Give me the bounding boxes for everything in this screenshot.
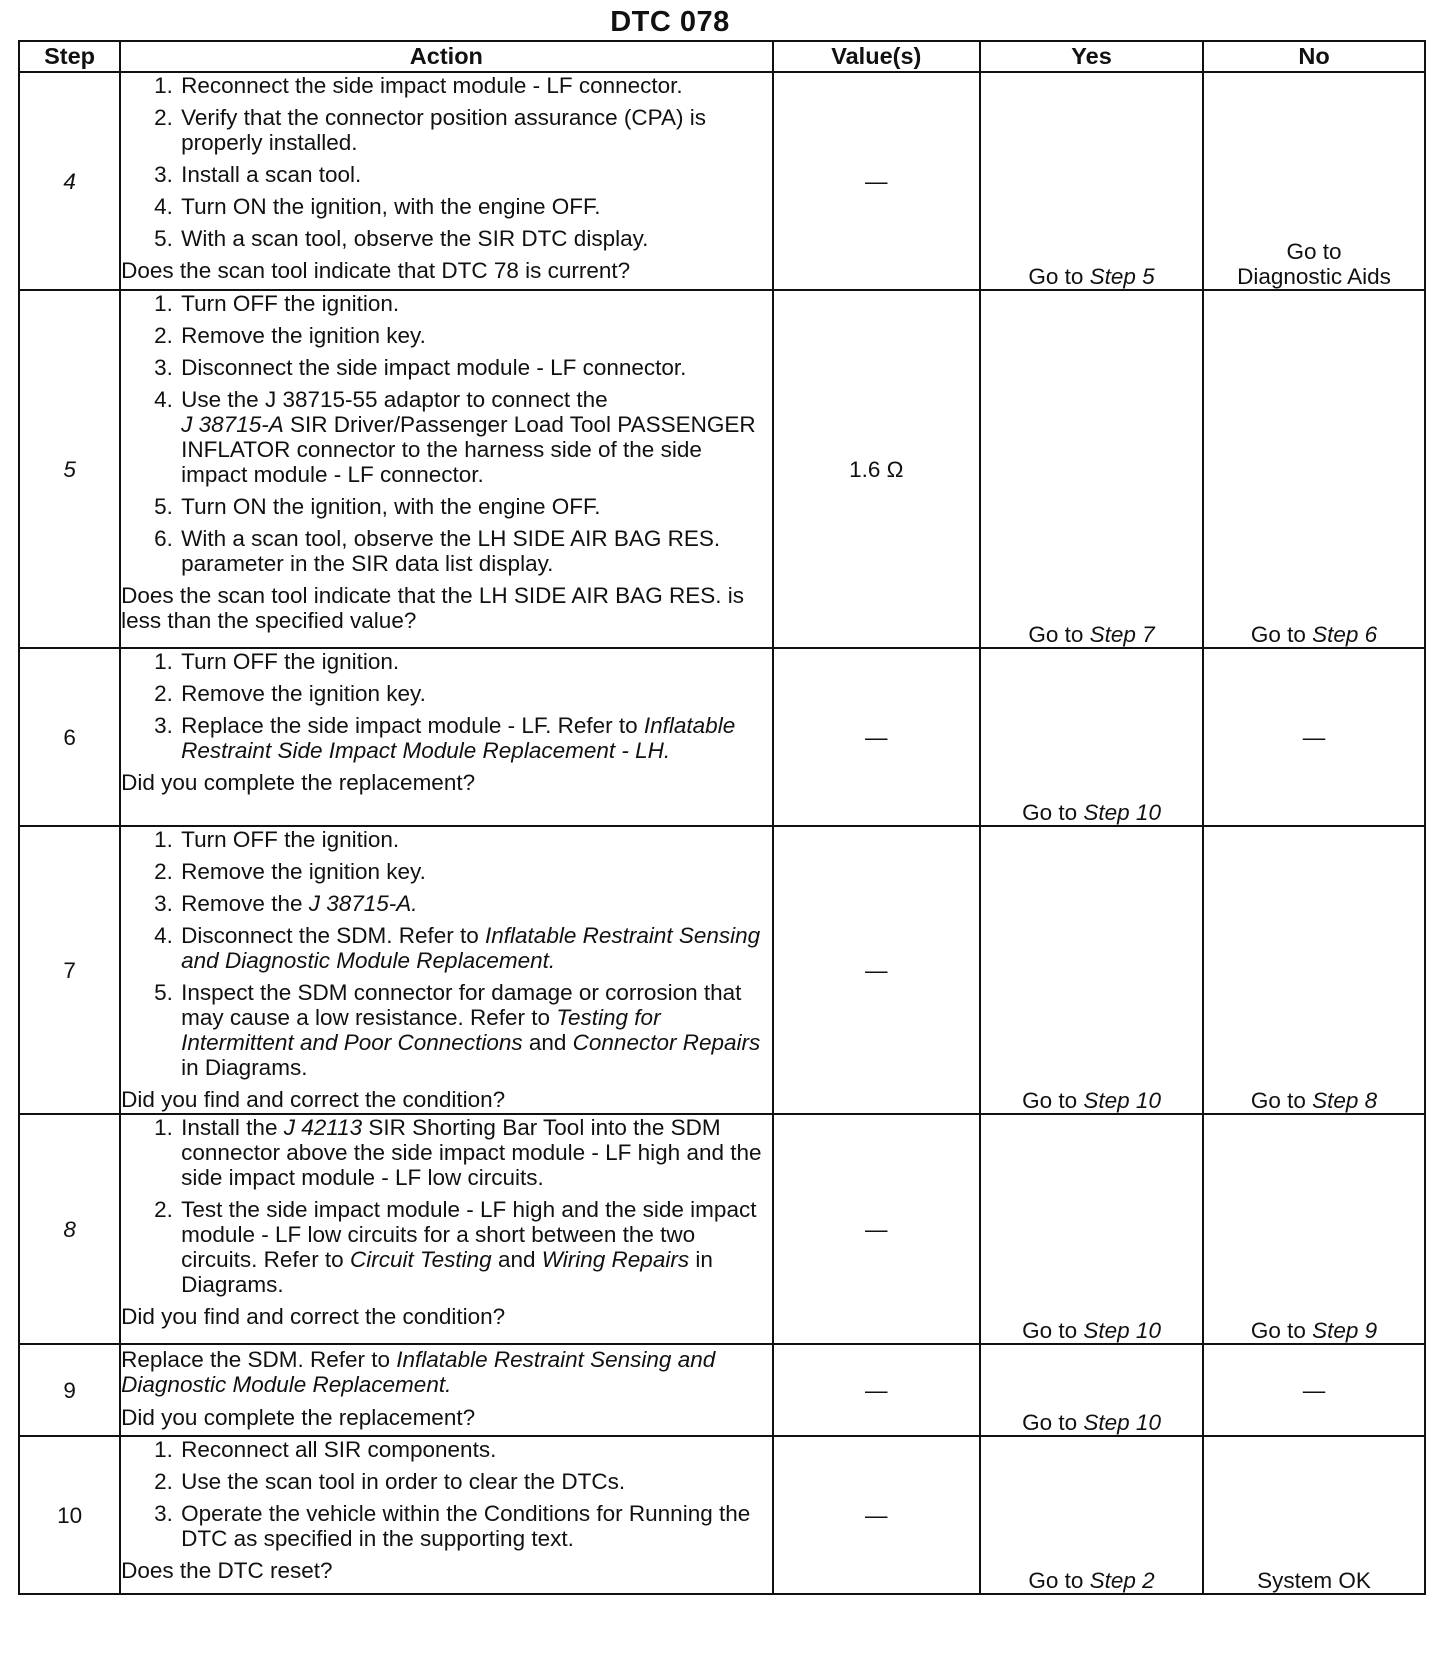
value-cell xyxy=(773,72,980,290)
yes-prefix: Go to xyxy=(1022,1318,1084,1343)
document-reference[interactable]: Inflatable Restraint Sensing and Diagnostic Module Replacement. xyxy=(121,1347,716,1397)
no-diagnostic-aids-link[interactable]: Diagnostic Aids xyxy=(1237,264,1391,289)
no-prefix: Go to xyxy=(1250,1088,1313,1113)
no-prefix: Go to xyxy=(1250,1318,1313,1343)
no-step-link[interactable]: Step 8 xyxy=(1312,1088,1378,1113)
yes-step-link[interactable]: Step 5 xyxy=(1089,264,1155,289)
action-cell xyxy=(120,1114,772,1344)
action-step xyxy=(179,980,771,1080)
header-yes: Yes xyxy=(980,41,1203,72)
action-step: 2. Use the scan tool in order to clear the DTCs. xyxy=(179,1469,771,1494)
document-reference[interactable]: Wiring Repairs xyxy=(541,1247,690,1272)
table-row xyxy=(19,1114,1425,1344)
action-step: 2. Remove the ignition key. xyxy=(179,681,771,706)
header-values: Value(s) xyxy=(773,41,980,72)
action-step-text: and xyxy=(522,1030,573,1055)
document-reference[interactable]: Inflatable Restraint Sensing and Diagnostic Module Replacement. xyxy=(181,923,761,973)
yes-prefix: Go to xyxy=(1028,264,1090,289)
question-text: Did you complete the replacement? xyxy=(121,1405,476,1430)
action-step: 6. With a scan tool, observe the LH SIDE AIR BAG RES. parameter in the SIR data list display. xyxy=(179,526,771,576)
table-header-row xyxy=(19,41,1425,72)
action-steps xyxy=(121,1437,771,1551)
action-step xyxy=(179,891,771,916)
no-cell xyxy=(1203,290,1425,648)
question-text: Does the scan tool indicate that the LH SIDE AIR BAG RES. is less than the specified value? xyxy=(121,583,744,633)
document-reference[interactable]: Testing for Intermittent and Poor Connections xyxy=(181,1005,661,1055)
yes-cell xyxy=(980,826,1203,1114)
value-cell xyxy=(773,1114,980,1344)
no-text: System OK xyxy=(1257,1568,1371,1593)
step-number: 10 xyxy=(19,1436,120,1594)
action-cell xyxy=(120,826,772,1114)
action-step-text: Install the xyxy=(181,1115,284,1140)
action-step xyxy=(179,1197,771,1297)
action-steps xyxy=(121,1115,771,1297)
no-cell xyxy=(1203,72,1425,290)
action-step: 5. Turn ON the ignition, with the engine OFF. xyxy=(179,494,771,519)
no-prefix: Go to xyxy=(1250,622,1313,647)
action-step-text: in Diagrams. xyxy=(181,1247,713,1297)
document-reference[interactable]: Inflatable Restraint Side Impact Module Replacement - LH. xyxy=(181,713,736,763)
yes-cell xyxy=(980,1436,1203,1594)
action-step: 1. Turn OFF the ignition. xyxy=(179,291,771,316)
yes-cell xyxy=(980,290,1203,648)
yes-prefix: Go to xyxy=(1028,1568,1090,1593)
value-cell xyxy=(773,648,980,826)
yes-prefix: Go to xyxy=(1022,800,1084,825)
action-step: 4. Turn ON the ignition, with the engine OFF. xyxy=(179,194,771,219)
value-text: — xyxy=(865,957,888,983)
no-step-link[interactable]: Step 6 xyxy=(1312,622,1378,647)
step-number: 7 xyxy=(19,826,120,1114)
action-step: 2. Verify that the connector position assurance (CPA) is properly installed. xyxy=(179,105,771,155)
action-steps xyxy=(121,291,771,576)
action-step: 1. Reconnect the side impact module - LF connector. xyxy=(179,73,771,98)
table-row xyxy=(19,290,1425,648)
action-step xyxy=(179,1115,771,1190)
step-number: 6 xyxy=(19,648,120,826)
action-step-text: Replace the side impact module - LF. Refer to xyxy=(181,713,644,738)
action-step-text: Test the side impact module - LF high and the side impact module - LF low circuits for a short between the two circuits. Refer to xyxy=(181,1197,757,1272)
value-cell xyxy=(773,1436,980,1594)
header-action: Action xyxy=(120,41,772,72)
action-cell xyxy=(120,290,772,648)
table-row xyxy=(19,72,1425,290)
value-text: — xyxy=(865,1377,888,1403)
action-step: 3. Disconnect the side impact module - LF connector. xyxy=(179,355,771,380)
no-step-link[interactable]: Step 9 xyxy=(1312,1318,1378,1343)
value-text: — xyxy=(865,168,888,194)
action-step-text: SIR Driver/Passenger Load Tool PASSENGER INFLATOR connector to the harness side of the side impact module - LF connector. xyxy=(181,412,756,487)
dtc-table xyxy=(18,40,1426,1595)
action-step: 1. Turn OFF the ignition. xyxy=(179,649,771,674)
header-step: Step xyxy=(19,41,120,72)
action-step-text: and xyxy=(491,1247,542,1272)
no-text: — xyxy=(1302,1377,1326,1403)
action-step-text: Inspect the SDM connector for damage or corrosion that may cause a low resistance. Refer to xyxy=(181,980,742,1030)
action-step-text: in Diagrams. xyxy=(181,1055,308,1080)
document-reference[interactable]: Connector Repairs xyxy=(572,1030,761,1055)
value-cell xyxy=(773,290,980,648)
value-text: — xyxy=(865,1216,888,1242)
action-step: 3. Install a scan tool. xyxy=(179,162,771,187)
no-cell xyxy=(1203,1114,1425,1344)
no-cell xyxy=(1203,648,1425,826)
yes-step-link[interactable]: Step 10 xyxy=(1083,1318,1161,1343)
table-row xyxy=(19,648,1425,826)
table-row xyxy=(19,1436,1425,1594)
yes-cell xyxy=(980,1344,1203,1436)
step-number: 9 xyxy=(19,1344,120,1436)
no-cell xyxy=(1203,826,1425,1114)
no-cell xyxy=(1203,1436,1425,1594)
action-step xyxy=(179,923,771,973)
question-text: Does the scan tool indicate that DTC 78 is current? xyxy=(121,258,631,283)
action-step xyxy=(179,713,771,763)
value-text: — xyxy=(865,1502,888,1528)
action-step-text: SIR Shorting Bar Tool into the SDM connector above the side impact module - LF high and the side impact module - LF low circuits. xyxy=(181,1115,762,1190)
yes-prefix: Go to xyxy=(1022,1088,1084,1113)
yes-step-link[interactable]: Step 10 xyxy=(1083,1410,1161,1435)
no-text: — xyxy=(1302,724,1326,750)
question-text: Did you find and correct the condition? xyxy=(121,1087,506,1112)
no-cell xyxy=(1203,1344,1425,1436)
question-text: Does the DTC reset? xyxy=(121,1558,333,1583)
action-step-text: Disconnect the SDM. Refer to xyxy=(181,923,486,948)
step-number: 5 xyxy=(19,290,120,648)
yes-step-link[interactable]: Step 10 xyxy=(1083,800,1161,825)
table-row xyxy=(19,1344,1425,1436)
action-step: 3. Operate the vehicle within the Conditions for Running the DTC as specified in the supporting text. xyxy=(179,1501,771,1551)
yes-cell xyxy=(980,1114,1203,1344)
yes-cell xyxy=(980,72,1203,290)
action-step-text: Remove the xyxy=(181,891,309,916)
action-step: 2. Remove the ignition key. xyxy=(179,323,771,348)
action-step: 5. With a scan tool, observe the SIR DTC display. xyxy=(179,226,771,251)
action-step-text: Replace the SDM. Refer to xyxy=(121,1347,397,1372)
action-cell xyxy=(120,1344,772,1436)
page-title: DTC 078 xyxy=(610,6,730,38)
value-cell xyxy=(773,826,980,1114)
step-number: 4 xyxy=(19,72,120,290)
value-text: 1.6 Ω xyxy=(849,456,904,482)
action-step: 1. Turn OFF the ignition. xyxy=(179,827,771,852)
yes-step-link[interactable]: Step 7 xyxy=(1089,622,1155,647)
tool-reference: J 38715-A xyxy=(181,412,284,437)
action-step: 1. Reconnect all SIR components. xyxy=(179,1437,771,1462)
value-cell xyxy=(773,1344,980,1436)
yes-prefix: Go to xyxy=(1028,622,1090,647)
yes-step-link[interactable]: Step 10 xyxy=(1083,1088,1161,1113)
yes-prefix: Go to xyxy=(1022,1410,1084,1435)
step-number: 8 xyxy=(19,1114,120,1344)
action-step xyxy=(179,387,771,487)
value-text: — xyxy=(865,724,888,750)
action-paragraph xyxy=(121,1347,771,1397)
yes-cell xyxy=(980,648,1203,826)
question-text: Did you find and correct the condition? xyxy=(121,1304,506,1329)
action-steps xyxy=(121,827,771,1080)
action-cell xyxy=(120,648,772,826)
action-cell xyxy=(120,1436,772,1594)
tool-reference: J 42113 xyxy=(283,1115,363,1140)
action-steps xyxy=(121,649,771,763)
table-row xyxy=(19,826,1425,1114)
action-step: 2. Remove the ignition key. xyxy=(179,859,771,884)
action-steps xyxy=(121,73,771,251)
action-step-text: Use the J 38715-55 adaptor to connect the xyxy=(181,387,608,412)
yes-step-link[interactable]: Step 2 xyxy=(1089,1568,1155,1593)
header-no: No xyxy=(1203,41,1425,72)
question-text: Did you complete the replacement? xyxy=(121,770,476,795)
document-reference[interactable]: Circuit Testing xyxy=(349,1247,492,1272)
action-cell xyxy=(120,72,772,290)
no-prefix: Go to xyxy=(1286,239,1342,264)
tool-reference: J 38715-A. xyxy=(308,891,418,916)
